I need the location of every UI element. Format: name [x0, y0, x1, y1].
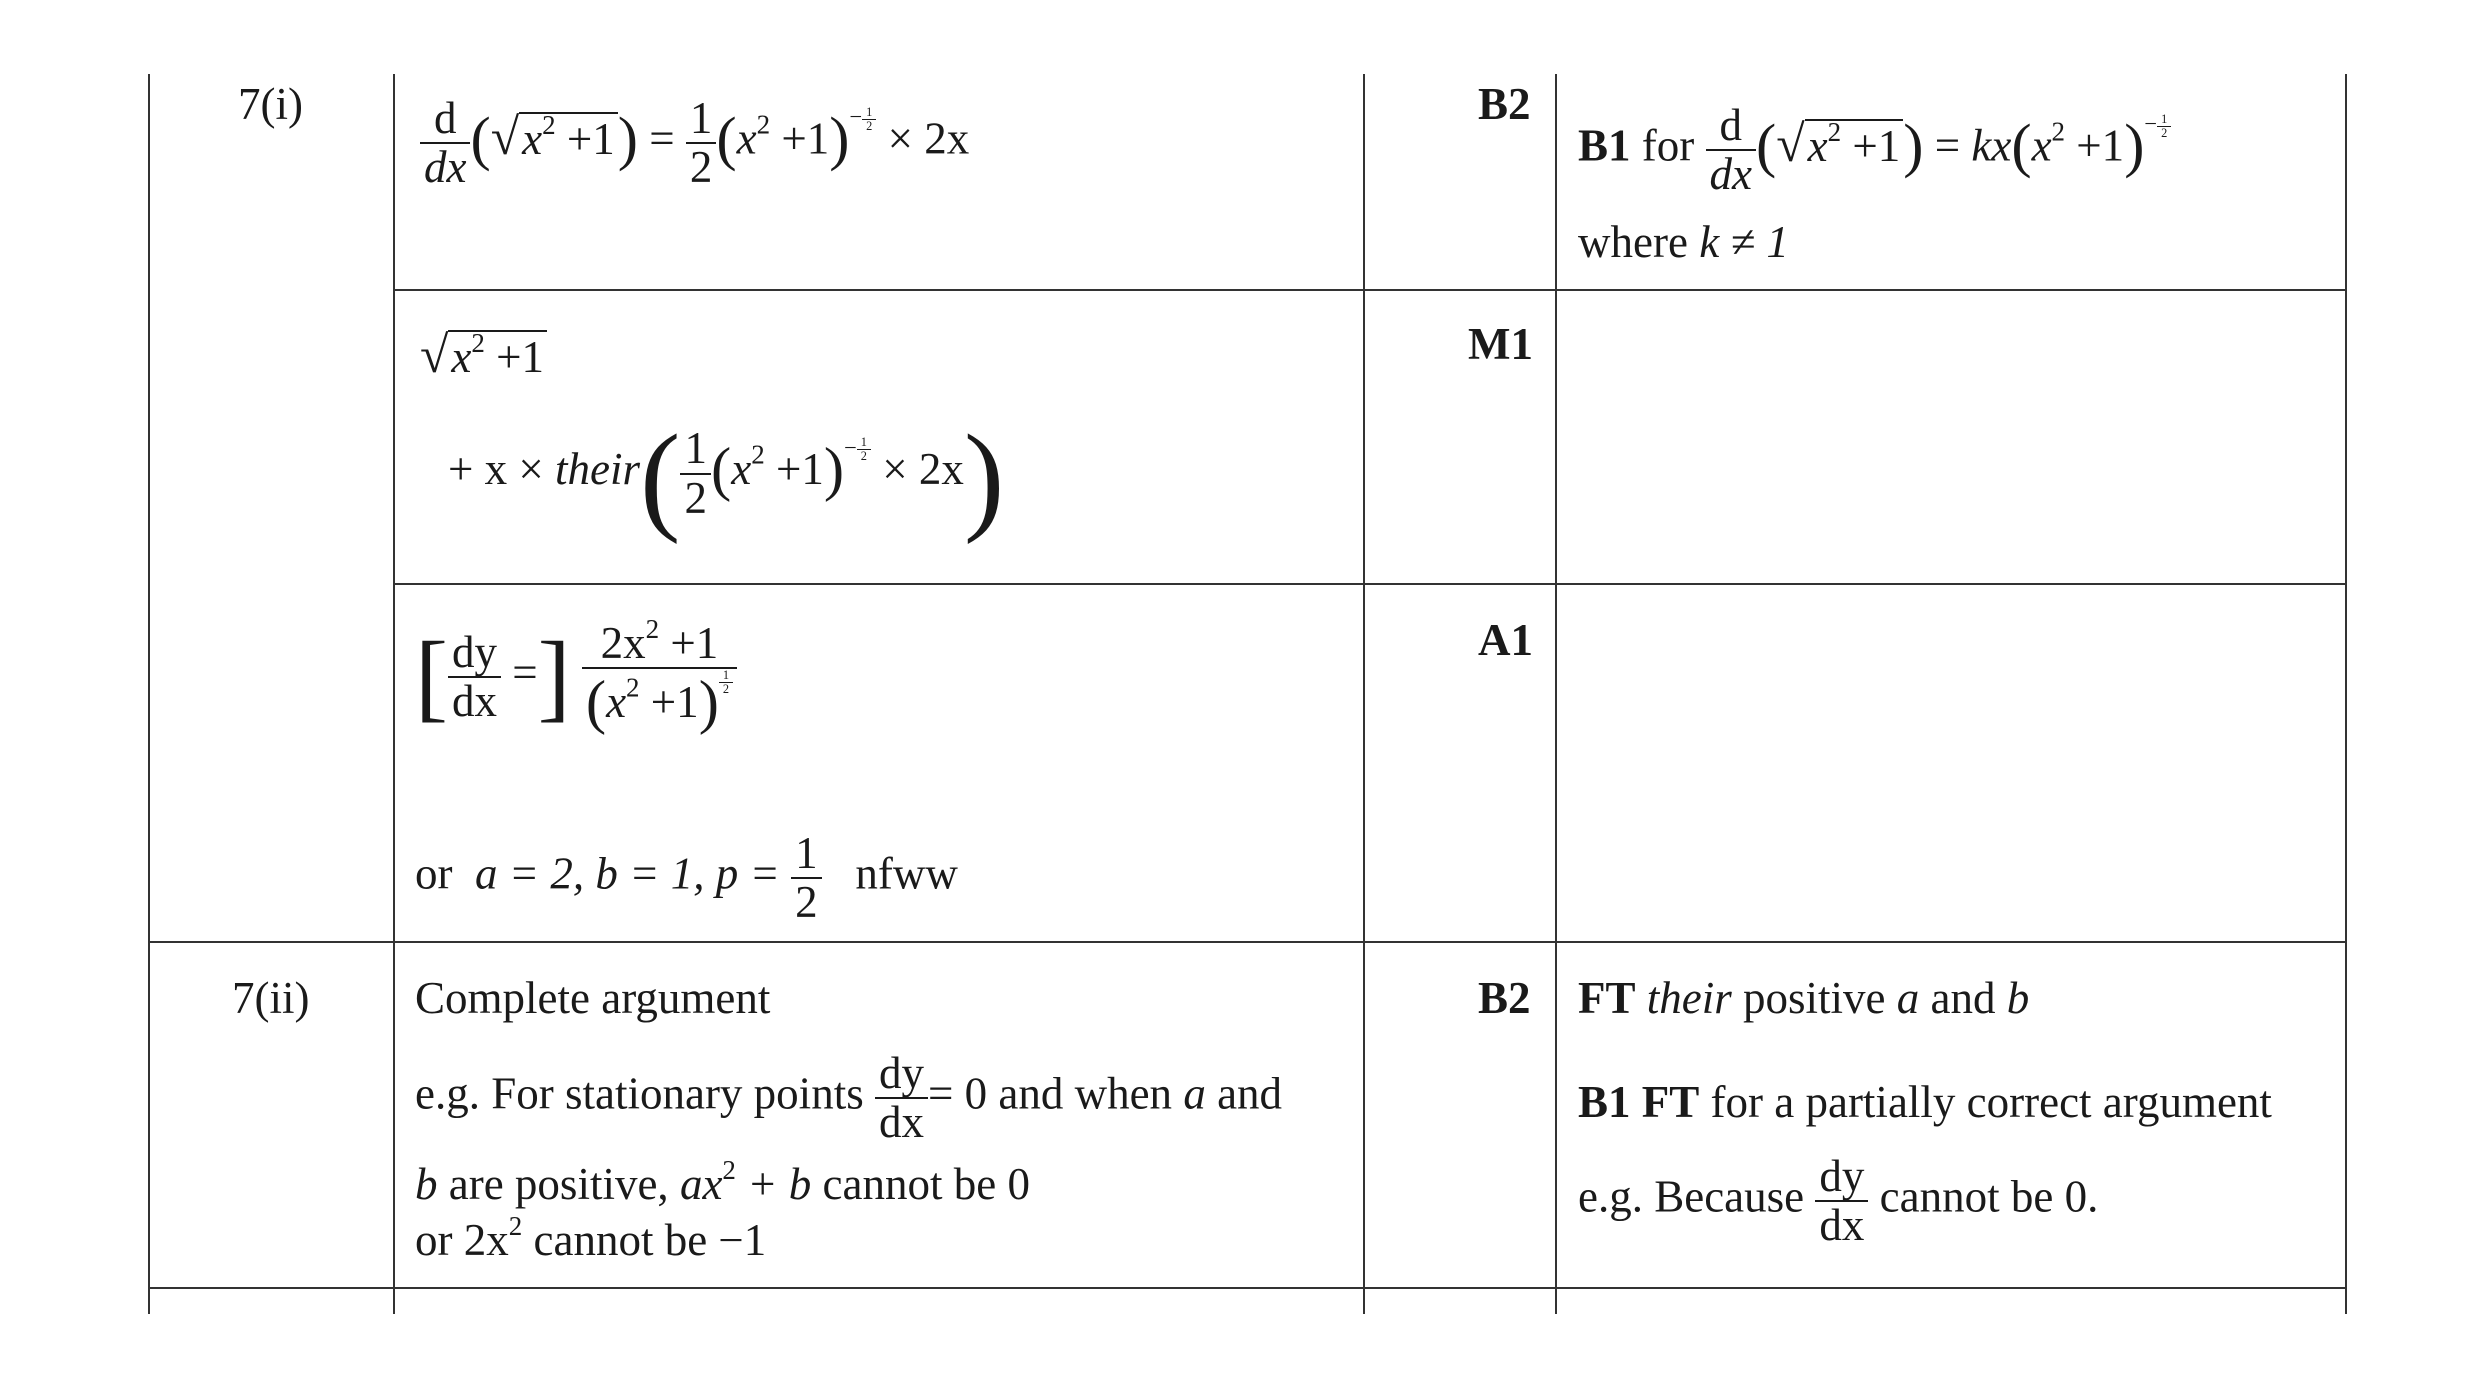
guidance-b1-expression: B1 for $\frac{d}{dx}$ $(√x^2 +1) = kx(x^2 +1)^{- \frac{1}{2}}$	[1578, 102, 2171, 199]
square-root: $√x^2 +1$	[491, 112, 618, 164]
row-divider-1	[393, 289, 2347, 291]
answer-product-rule-line2: + x × their( $\frac{1}{2}$ $(x^2 +1)^{- \frac{1}{2}}$ × 2x)	[448, 411, 1005, 545]
table-border-right	[2345, 74, 2347, 1314]
guidance-b1ft-line: B1 FT for a partially correct argument	[1578, 1077, 2272, 1127]
answer-values: or a = 2, b = 1, p = $\frac{1}{2}$ nfww	[415, 828, 958, 928]
table-divider-col3	[1555, 74, 1557, 1314]
question-label: 7(i)	[238, 79, 303, 129]
table-divider-col1	[393, 74, 395, 1314]
derivative-operator: $\frac{d}{dx}$	[420, 95, 470, 192]
mark-b2: B2	[1478, 79, 1531, 129]
half-fraction: $\frac{1}{2}$	[686, 95, 717, 192]
mark-m1: M1	[1468, 319, 1533, 369]
answer-argument-line4: or $2x^2$ cannot be −1	[415, 1210, 767, 1265]
answer-derivative-expression: $\frac{d}{dx}$ $(√x^2 +1)$ = $\frac{1}{2}$ $(x^2 +1)^{- \frac{1}{2}}$ × 2x	[420, 95, 969, 192]
row-divider-4	[148, 1287, 2347, 1289]
guidance-where-condition: where k ≠ 1	[1578, 217, 1789, 267]
guidance-because-line: e.g. Because $\frac{dy}{dx}$ cannot be 0.	[1578, 1151, 2099, 1251]
row-divider-2	[393, 583, 2347, 585]
answer-argument-line1: Complete argument	[415, 973, 771, 1023]
answer-argument-line3: b are positive, $ax^2 + b$ cannot be 0	[415, 1154, 1030, 1209]
final-fraction: $2x^2 +1$ $(x^2 +1)$ $^{\frac{1}{2}}$	[582, 620, 737, 735]
table-border-left	[148, 74, 150, 1314]
answer-product-rule-line1: $√x^2 +1$	[420, 330, 547, 382]
row-divider-3	[148, 941, 2347, 943]
answer-final-derivative: [ $\frac{dy}{dx}$ =] $2x^2 +1$ $(x^2 +1)$ $^{\frac{1}{2}}$	[415, 620, 737, 735]
table-divider-col2	[1363, 74, 1365, 1314]
guidance-ft-line: FT their positive a and b	[1578, 973, 2030, 1023]
answer-argument-line2: e.g. For stationary points $\frac{dy}{dx}$ = 0 and when a and	[415, 1048, 1283, 1148]
mark-b2-part-ii: B2	[1478, 973, 1531, 1023]
question-label: 7(ii)	[232, 973, 310, 1023]
mark-a1: A1	[1478, 615, 1533, 665]
